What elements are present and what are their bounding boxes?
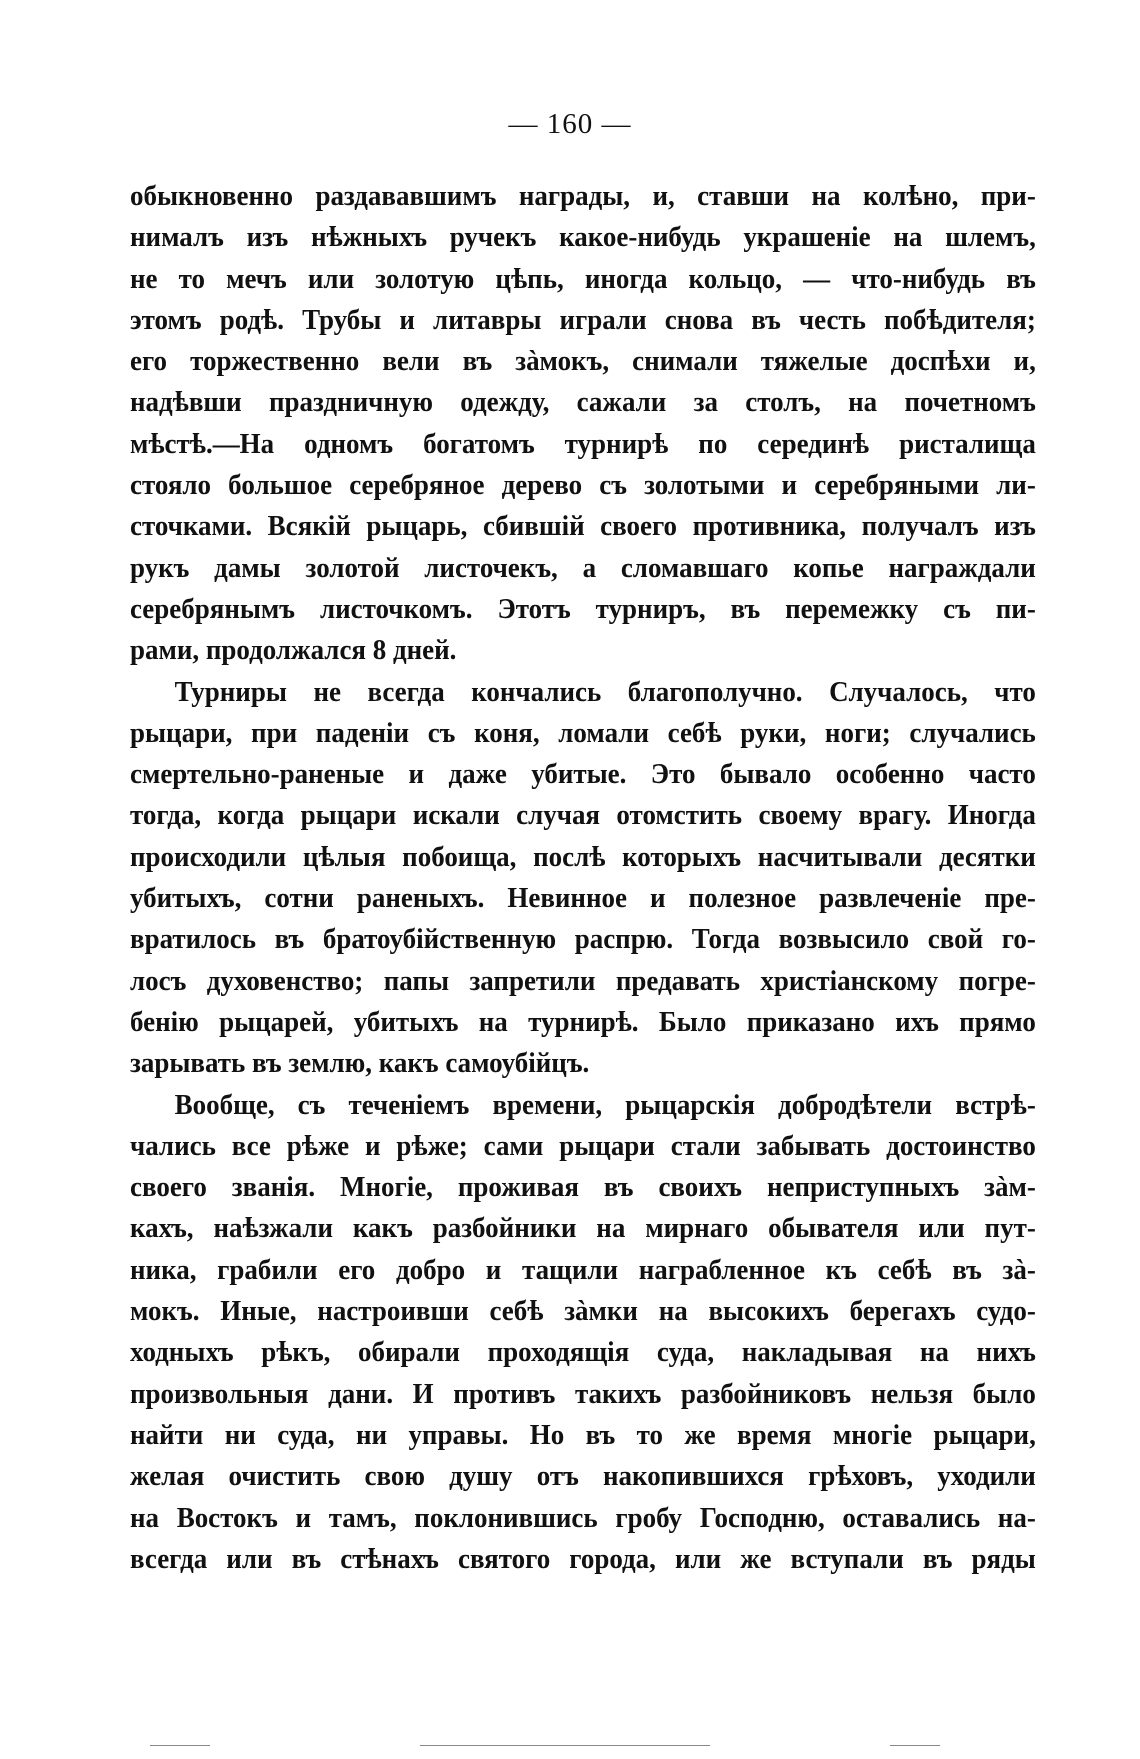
text-line: кахъ, наѣзжали какъ разбойники на мирнаго обывателя или пут-	[130, 1212, 1036, 1245]
body-text	[130, 176, 1036, 1580]
text-line: мокъ. Иные, настроивши себѣ зàмки на высокихъ берегахъ судо-	[130, 1295, 1036, 1328]
text-line: рыцари, при паденіи съ коня, ломали себѣ руки, ноги; случались	[130, 716, 1036, 749]
text-line: обыкновенно раздававшимъ награды, и, ставши на колѣно, при-	[130, 180, 1036, 212]
text-line: тогда, когда рыцари искали случая отомстить своему врагу. Иногда	[130, 799, 1036, 832]
text-line: желая очистить свою душу отъ накопившихся грѣховъ, уходили	[130, 1460, 1036, 1493]
text-line: происходили цѣлыя побоища, послѣ которыхъ насчитывали десятки	[130, 840, 1036, 873]
text-line: смертельно-раненые и даже убитые. Это бывало особенно часто	[130, 758, 1036, 791]
text-line: надѣвши праздничную одежду, сажали за столъ, на почетномъ	[130, 386, 1036, 419]
text-line: рами, продолжался 8 дней.	[130, 634, 457, 667]
text-line: ходныхъ рѣкъ, обирали проходящія суда, накладывая на нихъ	[130, 1336, 1036, 1369]
text-line: Турниры не всегда кончались благополучно. Случалось, что	[174, 675, 1036, 708]
text-line: ника, грабили его добро и тащили награбленное къ себѣ въ зà-	[130, 1253, 1036, 1286]
text-line: стояло большое серебряное дерево съ золотыми и серебряными ли-	[130, 469, 1036, 502]
scan-edge-mark	[150, 1745, 210, 1746]
text-line: зарывать въ землю, какъ самоубійцъ.	[130, 1047, 590, 1080]
text-line: мѣстѣ.—На одномъ богатомъ турнирѣ по серединѣ ристалища	[130, 427, 1036, 460]
text-line: убитыхъ, сотни раненыхъ. Невинное и полезное развлеченіе пре-	[130, 882, 1036, 915]
text-line: Вообще, съ теченіемъ времени, рыцарскія добродѣтели встрѣ-	[174, 1088, 1036, 1121]
text-line: серебрянымъ листочкомъ. Этотъ турниръ, въ перемежку съ пи-	[130, 592, 1036, 625]
text-line: всегда или въ стѣнахъ святого города, или же вступали въ ряды	[130, 1542, 1036, 1575]
text-line: бенію рыцарей, убитыхъ на турнирѣ. Было приказано ихъ прямо	[130, 1005, 1036, 1038]
text-line: нималъ изъ нѣжныхъ ручекъ какое-нибудь украшеніе на шлемъ,	[130, 221, 1036, 254]
text-line: на Востокъ и тамъ, поклонившись гробу Господню, оставались на-	[130, 1501, 1036, 1534]
page-number: — 160 —	[508, 108, 632, 140]
scan-edge-mark	[420, 1745, 710, 1746]
scan-edge-mark	[890, 1745, 940, 1746]
text-line: сточками. Всякій рыцарь, сбившій своего противника, получалъ изъ	[130, 510, 1036, 543]
text-line: этомъ родѣ. Трубы и литавры играли снова въ честь побѣдителя;	[130, 303, 1036, 336]
text-line: найти ни суда, ни управы. Но въ то же время многіе рыцари,	[130, 1418, 1036, 1451]
text-line: вратилось въ братоубійственную распрю. Тогда возвысило свой го-	[130, 923, 1036, 956]
text-line: не то мечъ или золотую цѣпь, иногда кольцо, — что-нибудь въ	[130, 262, 1036, 295]
text-line: его торжественно вели въ зàмокъ, снимали тяжелые доспѣхи и,	[130, 345, 1036, 378]
text-line: произвольныя дани. И противъ такихъ разбойниковъ нельзя было	[130, 1377, 1036, 1410]
text-line: чались все рѣже и рѣже; сами рыцари стали забывать достоинство	[130, 1129, 1036, 1162]
text-line: лосъ духовенство; папы запретили предавать христіанскому погре-	[130, 964, 1036, 997]
text-line: рукъ дамы золотой листочекъ, а сломавшаго копье награждали	[130, 551, 1036, 584]
text-line: своего званія. Многіе, проживая въ своихъ неприступныхъ зàм-	[130, 1171, 1036, 1204]
